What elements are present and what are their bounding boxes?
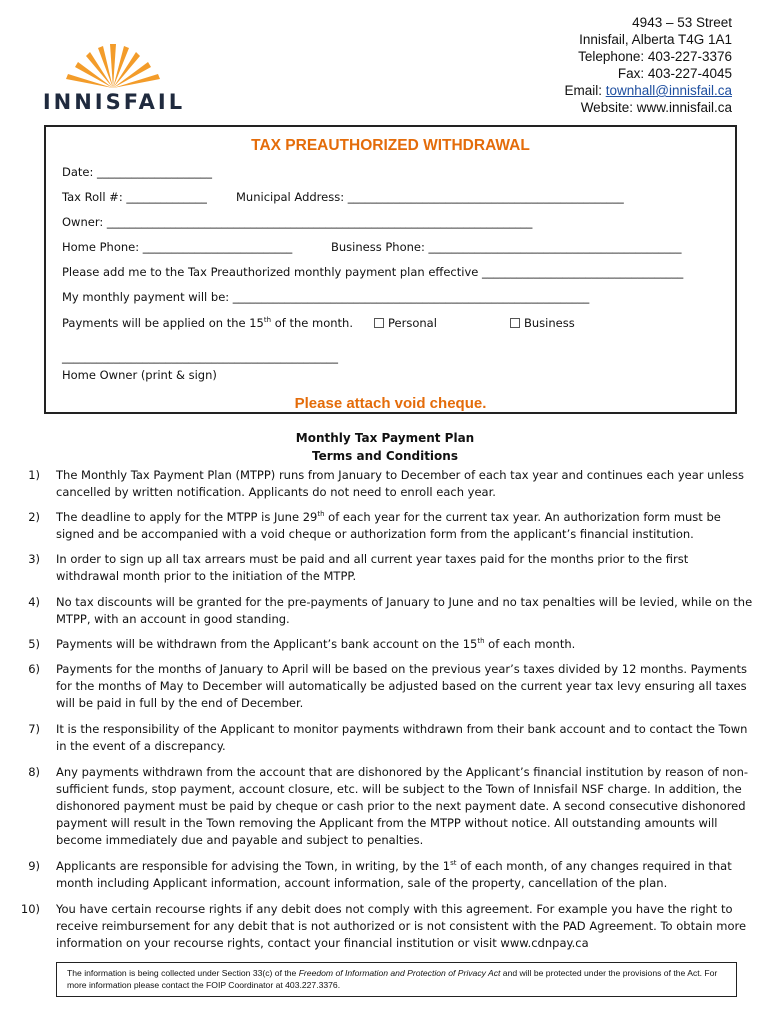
term-text: You have certain recourse rights if any debit does not comply with this agreement. For example you have the right to receive reimbursement for any debit that is not authorized or is not consistent with the PAD Agreement. To obtain more information on your recourse rights, contact your financial institution or visit www.cdnpay.ca xyxy=(56,902,747,950)
payment-date-text: Payments will be applied on the 15 xyxy=(62,316,264,330)
signature-field[interactable]: ________________________________________________ xyxy=(62,350,338,364)
term-number: 5) xyxy=(28,637,40,651)
term-number: 1) xyxy=(28,468,40,482)
term-number: 7) xyxy=(28,722,40,736)
term-number: 4) xyxy=(28,595,40,609)
attach-cheque-note: Please attach void cheque. xyxy=(294,395,487,412)
term-number: 2) xyxy=(28,510,40,524)
sunburst-logo-icon xyxy=(58,38,168,90)
term-text-part: The deadline to apply for the MTPP is June 29 xyxy=(56,510,318,524)
foip-act-name: Freedom of Information and Protection of Privacy Act xyxy=(298,968,501,978)
term-number: 6) xyxy=(28,662,40,676)
payment-date-suffix: of the month. xyxy=(271,316,353,330)
term-number: 9) xyxy=(28,859,40,873)
monthly-payment-field[interactable]: My monthly payment will be: ______________________________________________________________ xyxy=(62,290,590,304)
form-title: TAX PREAUTHORIZED WITHDRAWAL xyxy=(251,137,530,154)
term-text: The Monthly Tax Payment Plan (MTPP) runs from January to December of each tax year and continues each year unless cancelled by written notification. Applicants do not need to enroll each year. xyxy=(56,468,744,499)
term-text-part: Applicants are responsible for advising the Town, in writing, by the 1 xyxy=(56,859,451,873)
personal-label: Personal xyxy=(388,316,437,330)
innisfail-logo xyxy=(36,38,192,114)
term-text-part: Payments will be withdrawn from the Applicant’s bank account on the 15 xyxy=(56,637,478,651)
term-ordinal: th xyxy=(317,510,325,519)
email-link[interactable]: townhall@innisfail.ca xyxy=(605,83,732,98)
term-ordinal: st xyxy=(450,859,457,868)
terms-title: Monthly Tax Payment Plan xyxy=(295,431,475,445)
business-option[interactable] xyxy=(510,316,575,330)
telephone: Telephone: 403-227-3376 xyxy=(578,49,732,64)
term-text: In order to sign up all tax arrears must be paid and all current year taxes paid for the months prior to the first withdrawal month prior to the initiation of the MTPP. xyxy=(56,552,689,583)
municipal-address-field[interactable]: Municipal Address: ________________________________________________ xyxy=(236,190,624,204)
term-number: 10) xyxy=(20,902,40,916)
effective-date-field[interactable]: Please add me to the Tax Preauthorized monthly payment plan effective ___________________________________ xyxy=(62,265,684,279)
email-row xyxy=(564,82,732,99)
fax: Fax: 403-227-4045 xyxy=(617,66,732,81)
withdrawal-form xyxy=(44,125,737,414)
owner-field[interactable]: Owner: __________________________________________________________________________ xyxy=(62,215,533,229)
address-line-1: 4943 – 53 Street xyxy=(632,15,732,30)
term-ordinal: th xyxy=(477,637,485,646)
term-text: Payments for the months of January to April will be based on the previous year’s taxes divided by 12 months. Payments for the months of May to December will automatically be adjusted based on the current year tax levy ensuring all taxes will be paid in full by the end of December. xyxy=(56,662,747,710)
personal-checkbox[interactable] xyxy=(374,318,384,328)
business-phone-field[interactable]: Business Phone: ____________________________________________ xyxy=(331,240,682,254)
term-text-part: of each year for the current tax year. An authorization form must be signed and be accompanied with a void cheque or authorization form from the applicant’s financial institution. xyxy=(56,510,721,541)
business-checkbox[interactable] xyxy=(510,318,520,328)
payment-date-note xyxy=(62,316,353,330)
term-text xyxy=(56,636,754,653)
tax-roll-field[interactable]: Tax Roll #: ______________ xyxy=(62,190,207,204)
foip-text: The information is being collected under Section 33(c) of the xyxy=(67,968,299,978)
term-text-part: of each month. xyxy=(484,637,576,651)
term-text: It is the responsibility of the Applicant to monitor payments withdrawn from their bank account and to contact the Town in the event of a discrepancy. xyxy=(56,722,748,753)
business-label: Business xyxy=(524,316,575,330)
term-number: 3) xyxy=(28,552,40,566)
logo-wordmark: INNISFAIL xyxy=(42,90,186,114)
signature-label: Home Owner (print & sign) xyxy=(62,368,217,382)
contact-block xyxy=(564,14,732,116)
term-text xyxy=(56,858,754,892)
terms-subtitle: Terms and Conditions xyxy=(312,449,458,463)
foip-notice xyxy=(56,962,737,997)
payment-date-ordinal: th xyxy=(263,316,272,325)
home-phone-field[interactable]: Home Phone: __________________________ xyxy=(62,240,293,254)
email-label: Email: xyxy=(564,83,606,98)
term-text: No tax discounts will be granted for the pre-payments of January to June and no tax penalties will be levied, while on the MTPP, with an account in good standing. xyxy=(56,595,753,626)
address-line-2: Innisfail, Alberta T4G 1A1 xyxy=(579,32,732,47)
website: Website: www.innisfail.ca xyxy=(580,100,732,115)
term-text: Any payments withdrawn from the account that are dishonored by the Applicant’s financial institution by reason of non-sufficient funds, stop payment, account closure, etc. will be subject to the Town of Innisfail NSF charge. In addition, the dishonored payment must be paid by cheque or cash prior to the next payment date. A second consecutive dishonored payment will result in the Town removing the Applicant from the MTPP without notice. All outstanding amounts will become immediately due and payable and subject to penalties. xyxy=(56,765,749,847)
term-text xyxy=(56,509,754,543)
term-text-part: of each month, of any changes required in that month including Applicant information, account information, sale of the property, cancellation of the plan. xyxy=(56,859,732,890)
date-field[interactable]: Date: ____________________ xyxy=(62,165,213,179)
foip-text: and will be protected under the provisions of the Act. For more information please contact the FOIP Coordinator at 403.227.3376. xyxy=(67,968,718,990)
term-number: 8) xyxy=(28,765,40,779)
personal-option[interactable] xyxy=(374,316,437,330)
